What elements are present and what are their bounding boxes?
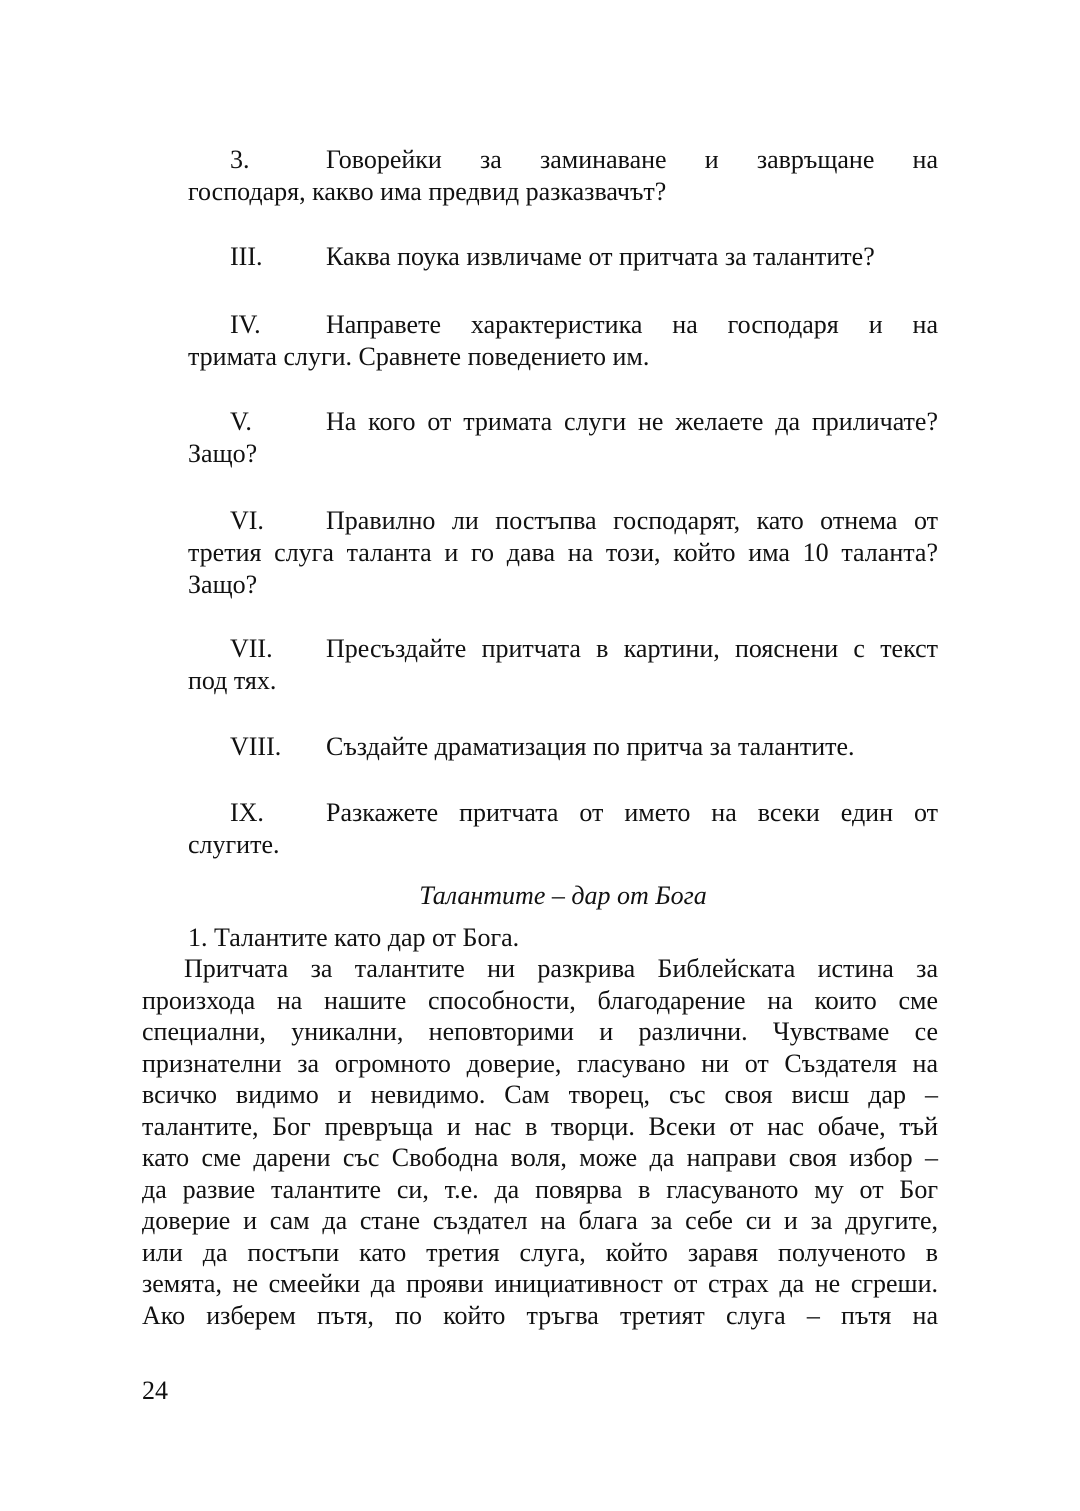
question-number: VI. bbox=[230, 506, 264, 535]
question-text-first-line: Пресъздайте притчата в картини, пояснени с текст bbox=[326, 634, 938, 663]
question-number: 3. bbox=[230, 145, 250, 174]
body-line: специални, уникални, неповторими и различни. Чувстваме се bbox=[142, 1017, 938, 1046]
page-number: 24 bbox=[142, 1376, 168, 1405]
question-text-continuation: слугите. bbox=[188, 830, 280, 859]
body-line: или да постъпи като третия слуга, който заравя полученото в bbox=[142, 1237, 938, 1267]
question-number: IV. bbox=[230, 310, 261, 339]
question-number: VII. bbox=[230, 634, 273, 663]
question-vi bbox=[188, 505, 938, 601]
question-number: V. bbox=[230, 407, 252, 436]
body-line: земята, не смеейки да прояви инициативност от страх да не сгреши. bbox=[142, 1269, 938, 1298]
body-line: Притчата за талантите ни разкрива Библейската истина за bbox=[184, 954, 938, 983]
question-iv bbox=[188, 309, 938, 373]
question-viii bbox=[188, 731, 938, 763]
section-heading: Талантите – дар от Бога bbox=[419, 881, 707, 910]
subheading: 1. Талантите като дар от Бога. bbox=[188, 923, 520, 952]
question-number: VIII. bbox=[230, 732, 282, 761]
question-text-first-line: Направете характеристика на господаря и на bbox=[326, 310, 938, 339]
question-text-continuation: под тях. bbox=[188, 666, 277, 695]
body-line: признателни за огромното доверие, гласувано ни от Създателя на bbox=[142, 1048, 938, 1078]
body-paragraph bbox=[142, 953, 938, 1331]
body-line: доверие и сам да стане създател на блага за себе си и за другите, bbox=[142, 1206, 938, 1235]
question-text-first-line: На кого от тримата слуги не желаете да приличате? bbox=[326, 407, 938, 436]
question-number: IX. bbox=[230, 798, 264, 827]
question-text-continuation: тримата слуги. Сравнете поведението им. bbox=[188, 342, 650, 371]
question-text-first-line: Създайте драматизация по притча за талантите. bbox=[326, 732, 855, 761]
body-line: Ако изберем пътя, по който тръгва третият слуга – пътя на bbox=[142, 1300, 938, 1330]
question-text-first-line: Разкажете притчата от името на всеки един от bbox=[326, 798, 938, 827]
body-line: талантите, Бог превръща и нас в творци. Всеки от нас обаче, тъй bbox=[142, 1111, 938, 1141]
body-line: да развие талантите си, т.е. да повярва в гласуваното му от Бог bbox=[142, 1174, 938, 1204]
question-text-continuation: господаря, какво има предвид разказвачът? bbox=[188, 177, 667, 206]
question-vii bbox=[188, 633, 938, 697]
question-ix bbox=[188, 797, 938, 861]
question-number: III. bbox=[230, 242, 263, 271]
body-line: като сме дарени със Свободна воля, може да направи своя избор – bbox=[142, 1143, 938, 1172]
question-text-first-line: Говорейки за заминаване и завръщане на bbox=[326, 145, 938, 174]
body-line: всичко видимо и невидимо. Сам творец, със своя висш дар – bbox=[142, 1080, 938, 1109]
question-iii bbox=[188, 241, 938, 273]
question-text-first-line: Каква поука извличаме от притчата за талантите? bbox=[326, 242, 875, 271]
body-line: произхода на нашите способности, благодарение на които сме bbox=[142, 985, 938, 1015]
question-text-continuation: третия слуга таланта и го дава на този, който има 10 таланта? Защо? bbox=[188, 538, 938, 599]
question-text-first-line: Правилно ли постъпва господарят, като отнема от bbox=[326, 506, 938, 535]
question-v bbox=[188, 406, 938, 470]
question-text-continuation: Защо? bbox=[188, 439, 258, 468]
question-3 bbox=[188, 144, 938, 208]
